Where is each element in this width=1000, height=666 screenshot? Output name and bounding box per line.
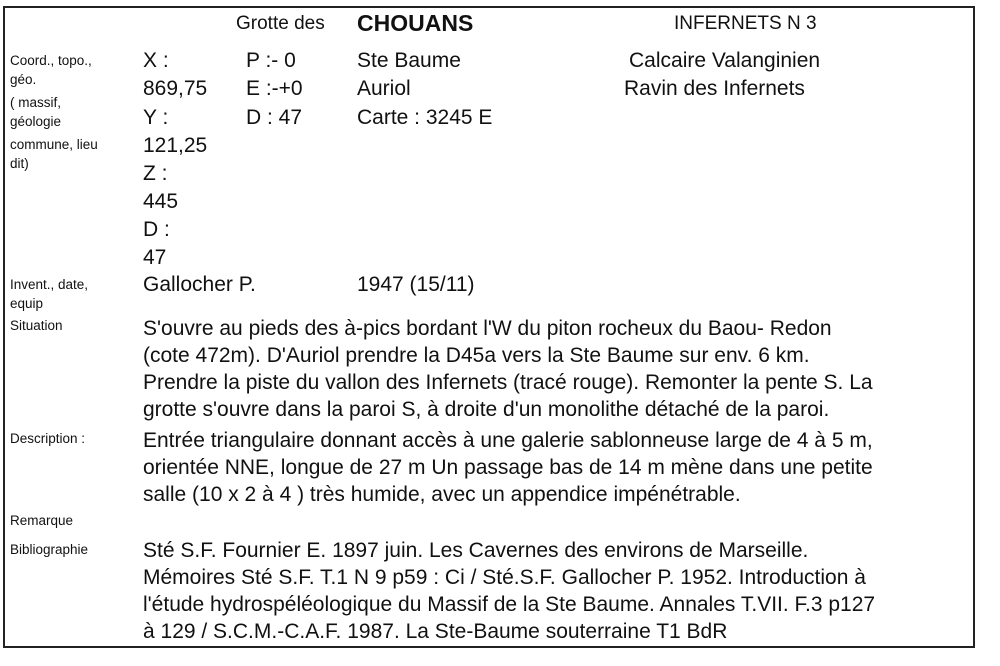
situation-line: (cote 472m). D'Auriol prendre la D45a vers la Ste Baume sur env. 6 km. — [143, 344, 810, 367]
bibliography-line: à 129 / S.C.M.-C.A.F. 1987. La Ste-Baume souterraine T1 BdR — [143, 620, 728, 643]
bibliography-line: l'étude hydrospéléologique du Massif de la Ste Baume. Annales T.VII. F.3 p127 — [143, 593, 876, 616]
invent-label-line: Invent., date, — [10, 277, 89, 292]
invent-date: 1947 (15/11) — [357, 273, 475, 296]
bibliography-line: Sté S.F. Fournier E. 1897 juin. Les Cavernes des environs de Marseille. — [143, 539, 809, 562]
coord-label-line: commune, lieu — [10, 137, 98, 152]
geology-value: Calcaire Valanginien — [629, 49, 821, 72]
coord-d-label: D : — [143, 218, 170, 241]
map-value: Carte : 3245 E — [357, 106, 493, 129]
coord-p-value: P :- 0 — [246, 49, 296, 72]
coord-x-label: X : — [143, 49, 169, 72]
description-line: Entrée triangulaire donnant accès à une galerie sablonneuse large de 4 à 5 m, — [143, 429, 873, 452]
coord-label-line: Coord., topo., — [10, 53, 92, 68]
coord-y-value: 121,25 — [143, 134, 208, 157]
coord-z-value: 445 — [143, 190, 179, 213]
title-prefix: Grotte des — [236, 13, 325, 34]
coord-label-line: ( massif, — [10, 95, 62, 110]
description-line: salle (10 x 2 à 4 ) très humide, avec un appendice impénétrable. — [143, 483, 741, 506]
coord-label-line: géo. — [10, 72, 37, 87]
remarque-label: Remarque — [10, 513, 74, 528]
coord-e-value: E :-+0 — [246, 77, 303, 100]
situation-line: Prendre la piste du vallon des Infernets (tracé rouge). Remonter la pente S. La — [143, 371, 873, 394]
coord-label-line: géologie — [10, 114, 62, 129]
invent-label-line: equip — [10, 296, 44, 311]
description-label: Description : — [10, 431, 86, 446]
situation-line: grotte s'ouvre dans la paroi S, à droite d'un monolithe détaché de la paroi. — [143, 398, 830, 421]
situation-label: Situation — [10, 318, 63, 333]
massif-value: Ste Baume — [357, 49, 461, 72]
locality-value: Ravin des Infernets — [624, 77, 805, 100]
coord-label-line: dit) — [10, 156, 29, 171]
coord-y-label: Y : — [143, 106, 169, 129]
coord-x-value: 869,75 — [143, 77, 208, 100]
bibliography-line: Mémoires Sté S.F. T.1 N 9 p59 : Ci / Sté.S.F. Gallocher P. 1952. Introduction à — [143, 566, 866, 589]
situation-line: S'ouvre au pieds des à-pics bordant l'W du piton rocheux du Baou- Redon — [143, 317, 832, 340]
cave-reference: INFERNETS N 3 — [674, 13, 817, 34]
coord-d-value: 47 — [143, 246, 167, 269]
coord-depth-value: D : 47 — [246, 106, 303, 129]
bibliographie-label: Bibliographie — [10, 542, 89, 557]
coord-z-label: Z : — [143, 162, 168, 185]
description-line: orientée NNE, longue de 27 m Un passage bas de 14 m mène dans une petite — [143, 456, 873, 479]
commune-value: Auriol — [357, 77, 411, 100]
cave-name: CHOUANS — [357, 10, 474, 36]
inventor-name: Gallocher P. — [143, 273, 256, 296]
